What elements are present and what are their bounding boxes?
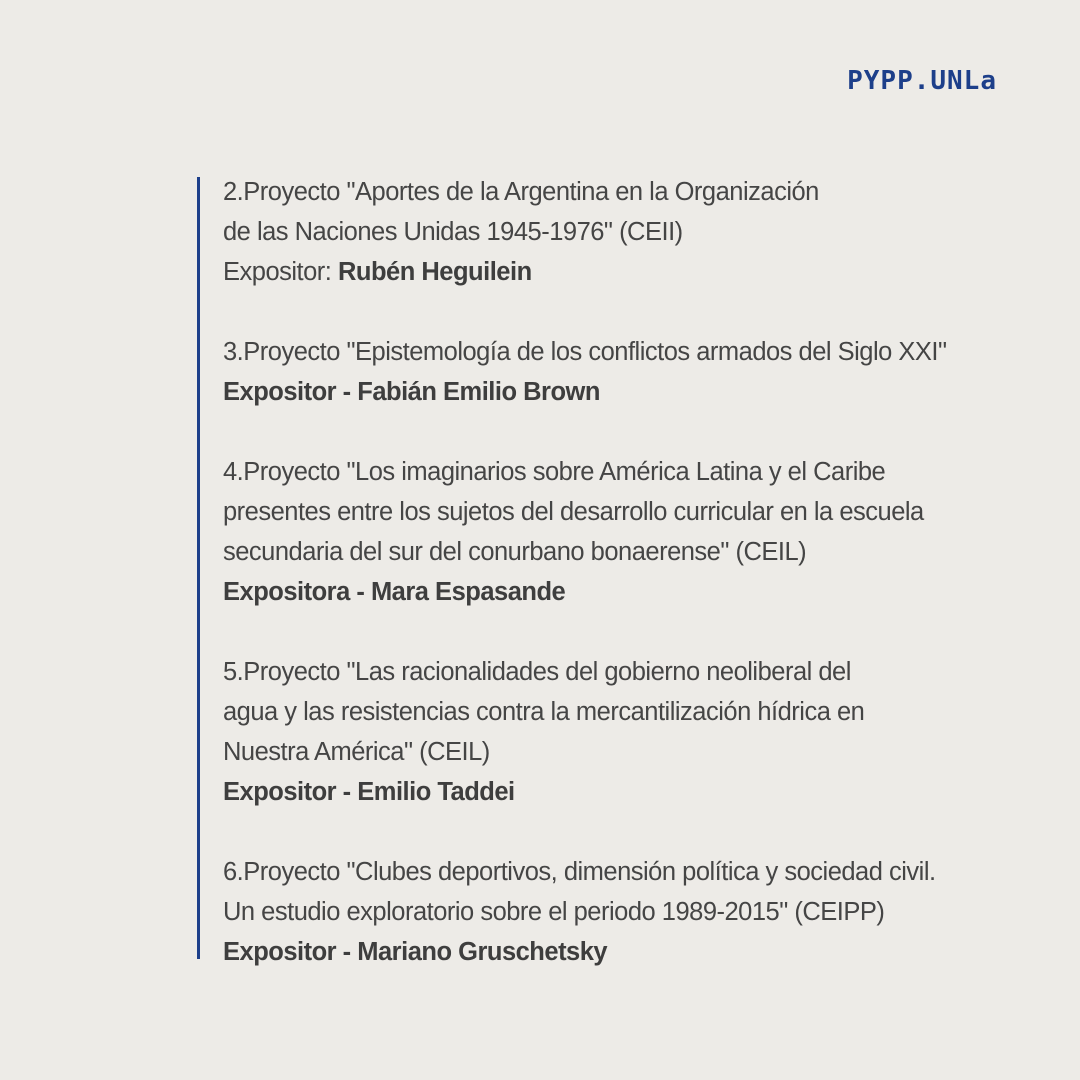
project-title-line: 4.Proyecto "Los imaginarios sobre América Latina y el Caribe bbox=[223, 458, 886, 486]
expositor-name: Rubén Heguilein bbox=[337, 258, 532, 286]
project-expositor: Expositor - Emilio Taddei bbox=[223, 778, 515, 806]
project-expositor: Expositor - Mariano Gruschetsky bbox=[223, 938, 608, 966]
project-expositor bbox=[223, 252, 1043, 292]
project-title-line: 3.Proyecto "Epistemología de los conflictos armados del Siglo XXI" bbox=[223, 338, 947, 366]
project-item-5 bbox=[223, 652, 1043, 812]
project-expositor: Expositor - Fabián Emilio Brown bbox=[223, 378, 600, 406]
expositor-label: Expositor: bbox=[223, 258, 338, 286]
project-item-3 bbox=[223, 332, 1043, 412]
project-expositor: Expositora - Mara Espasande bbox=[223, 578, 566, 606]
accent-vertical-rule bbox=[197, 177, 200, 959]
project-title-line: 6.Proyecto "Clubes deportivos, dimensión política y sociedad civil. bbox=[223, 858, 936, 886]
project-item-2 bbox=[223, 172, 1043, 292]
project-list bbox=[223, 172, 1043, 972]
project-item-6 bbox=[223, 852, 1043, 972]
project-title-line: 2.Proyecto "Aportes de la Argentina en la Organización bbox=[223, 178, 819, 206]
project-title-line: secundaria del sur del conurbano bonaerense" (CEIL) bbox=[223, 538, 807, 566]
project-title-line: Nuestra América" (CEIL) bbox=[223, 738, 490, 766]
brand-logo: PYPP.UNLa bbox=[847, 66, 997, 96]
project-title-line: de las Naciones Unidas 1945-1976" (CEII) bbox=[223, 218, 683, 246]
project-title-line: 5.Proyecto "Las racionalidades del gobierno neoliberal del bbox=[223, 658, 851, 686]
project-title-line: agua y las resistencias contra la mercantilización hídrica en bbox=[223, 698, 865, 726]
project-title-line: Un estudio exploratorio sobre el periodo 1989-2015" (CEIPP) bbox=[223, 898, 885, 926]
project-item-4 bbox=[223, 452, 1043, 612]
project-title-line: presentes entre los sujetos del desarrollo curricular en la escuela bbox=[223, 498, 924, 526]
